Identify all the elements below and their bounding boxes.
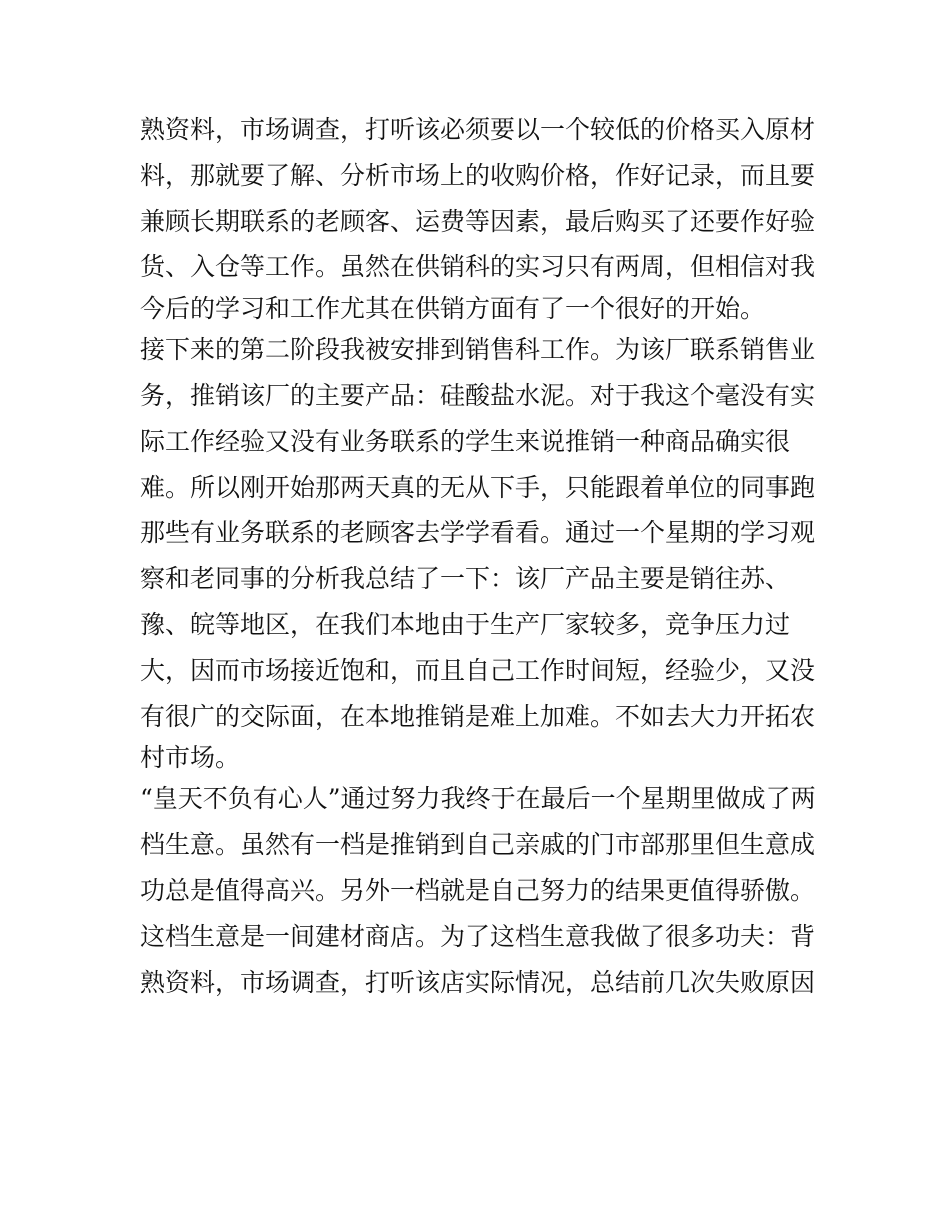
text-line: 有很广的交际面，在本地推销是难上加难。不如去大力开拓农 (140, 701, 816, 731)
body-text (140, 107, 820, 1005)
text-line: 料，那就要了解、分析市场上的收购价格，作好记录，而且要 (140, 160, 816, 190)
text-line: 功总是值得高兴。另外一档就是自己努力的结果更值得骄傲。 (140, 875, 816, 905)
text-line: 豫、皖等地区，在我们本地由于生产厂家较多，竞争压力过 (140, 609, 791, 639)
text-line: 大，因而市场接近饱和，而且自己工作时间短，经验少，又没 (140, 655, 816, 685)
text-line: 际工作经验又没有业务联系的学生来说推销一种商品确实很 (140, 426, 791, 456)
text-line: 今后的学习和工作尤其在供销方面有了一个很好的开始。 (140, 294, 766, 324)
text-line: 货、入仓等工作。虽然在供销科的实习只有两周，但相信对我 (140, 252, 816, 282)
text-line: 务，推销该厂的主要产品：硅酸盐水泥。对于我这个毫没有实 (140, 380, 816, 410)
text-line: 档生意。虽然有一档是推销到自己亲戚的门市部那里但生意成 (140, 830, 816, 860)
text-line: 村市场。 (140, 743, 241, 773)
text-line: 熟资料，市场调查，打听该必须要以一个较低的价格买入原材 (140, 115, 816, 144)
text-line: 察和老同事的分析我总结了一下：该厂产品主要是销往苏、 (140, 564, 791, 594)
text-line: 难。所以刚开始那两天真的无从下手，只能跟着单位的同事跑 (140, 472, 816, 502)
text-line: 熟资料，市场调查，打听该店实际情况，总结前几次失败原因 (140, 967, 816, 997)
text-line: “皇天不负有心人”通过努力我终于在最后一个星期里做成了两 (140, 784, 816, 814)
text-line: 这档生意是一间建材商店。为了这档生意我做了很多功夫：背 (140, 921, 816, 951)
text-line: 接下来的第二阶段我被安排到销售科工作。为该厂联系销售业 (140, 335, 816, 365)
text-line: 那些有业务联系的老顾客去学学看看。通过一个星期的学习观 (140, 518, 816, 548)
text-line: 兼顾长期联系的老顾客、运费等因素，最后购买了还要作好验 (140, 206, 816, 236)
